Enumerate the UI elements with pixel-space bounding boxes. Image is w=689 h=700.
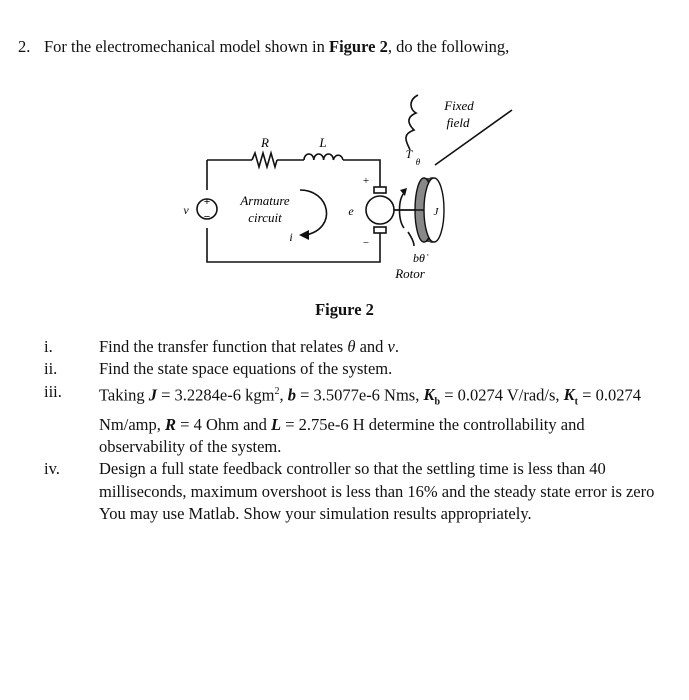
label-emf: e [348, 204, 354, 218]
label-inertia: J [433, 206, 439, 218]
task-number: i. [44, 337, 53, 356]
source-minus: − [203, 211, 211, 223]
motor-armature [366, 196, 394, 224]
label-torque: T [405, 147, 413, 161]
figure-caption: Figure 2 [315, 300, 374, 319]
resistor-symbol [252, 153, 277, 167]
current-arrowhead [299, 230, 309, 240]
label-inductor: L [319, 135, 327, 150]
label-emf-minus: − [362, 237, 370, 249]
task-list [44, 336, 664, 525]
task-text: Find the state space equations of the system. [99, 359, 393, 379]
damping-arrow [408, 232, 414, 246]
task-text: Taking J = 3.2284e-6 kgm$^2$, b = 3.5077e-6 Nms, $K_b = 0.0274$ V/rad/s, $K_t = 0.0274$ Nm/amp, R = 4 Ohm and L = 2.75e-6 H determine the controllability and observability of the system. [99, 385, 641, 456]
task-text: Find the transfer function that relates θ and v. [99, 337, 399, 356]
task-item [44, 336, 664, 358]
motor-top-brush [374, 187, 386, 193]
task-item [44, 381, 664, 459]
label-armature-line1: Armature [240, 193, 290, 208]
label-armature-line2: circuit [248, 210, 282, 225]
task-number: ii. [44, 359, 58, 379]
inductor-symbol [304, 154, 343, 160]
label-emf-plus: + [362, 175, 370, 187]
label-torque-sub: θ [415, 157, 421, 167]
motor-bottom-brush [374, 227, 386, 233]
task-item [44, 358, 664, 380]
label-current: i [289, 230, 293, 244]
source-plus: + [203, 196, 211, 208]
figure-reference: Figure 2 [329, 37, 388, 56]
question-number: 2. [18, 37, 31, 56]
current-loop-arrow [300, 190, 327, 235]
fixed-field-curve [406, 95, 418, 150]
wire-top-right [343, 160, 380, 188]
label-rotor: Rotor [395, 266, 425, 281]
question-intro: For the electromechanical model shown in [44, 37, 329, 56]
task-number: iv. [44, 459, 60, 479]
task-text: Design a full state feedback controller so that the settling time is less than 40 milliseconds, maximum overshoot is less than 16% and the steady state error is zero You may use Matlab. Show your simulation results appropriately. [99, 459, 655, 523]
label-fixed-field-line2: field [446, 115, 470, 130]
question-intro-end: , do the following, [387, 37, 510, 56]
label-resistor: R [261, 135, 269, 150]
label-source: v [183, 203, 189, 217]
label-damping: bθ̇ [413, 251, 425, 265]
task-item [44, 458, 664, 525]
wire-left-bottom [207, 228, 380, 262]
task-number: iii. [44, 381, 62, 401]
label-fixed-field-line1: Fixed [444, 98, 474, 113]
